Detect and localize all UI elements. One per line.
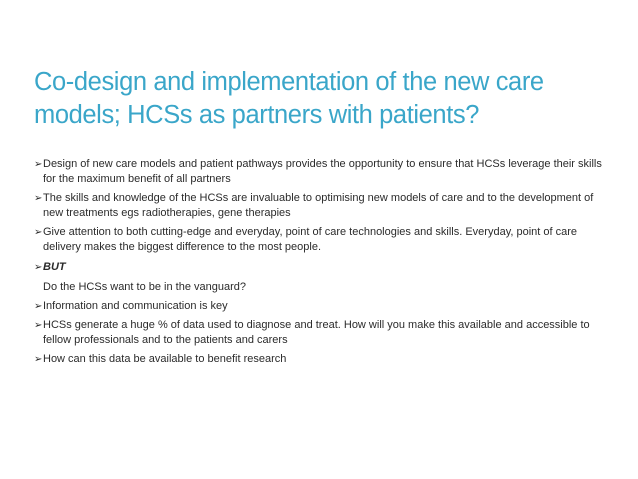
bullet-text: HCSs generate a huge % of data used to diagnose and treat. How will you make this available and accessible to fellow professionals and to the patients and carers bbox=[43, 319, 590, 346]
bullet-item bbox=[34, 225, 604, 255]
arrow-bullet-icon: ➢ bbox=[34, 193, 43, 204]
arrow-bullet-icon: ➢ bbox=[34, 159, 43, 170]
slide-title: Co-design and implementation of the new care models; HCSs as partners with patients? bbox=[34, 68, 544, 129]
arrow-bullet-icon: ➢ bbox=[34, 227, 43, 238]
arrow-bullet-icon: ➢ bbox=[34, 301, 43, 312]
arrow-bullet-icon: ➢ bbox=[34, 262, 43, 273]
sub-line-text: Do the HCSs want to be in the vanguard? bbox=[43, 281, 247, 293]
bullet-item bbox=[34, 352, 604, 367]
bullet-item bbox=[34, 260, 604, 275]
sub-line bbox=[34, 280, 604, 295]
bullet-item bbox=[34, 157, 604, 187]
bullet-text-emphasis: BUT bbox=[43, 261, 66, 273]
bullet-text: Give attention to both cutting-edge and everyday, point of care technologies and skills. Everyday, point of care delivery makes the biggest difference to the most people. bbox=[43, 226, 578, 253]
bullet-list bbox=[34, 157, 604, 367]
bullet-text: How can this data be available to benefit research bbox=[43, 353, 287, 365]
bullet-item bbox=[34, 299, 604, 314]
bullet-text: Design of new care models and patient pathways provides the opportunity to ensure that HCSs leverage their skills for the maximum benefit of all partners bbox=[43, 158, 602, 185]
bullet-text: Information and communication is key bbox=[43, 300, 228, 312]
bullet-text: The skills and knowledge of the HCSs are invaluable to optimising new models of care and to the development of new treatments egs radiotherapies, gene therapies bbox=[43, 192, 594, 219]
arrow-bullet-icon: ➢ bbox=[34, 320, 43, 331]
bullet-item bbox=[34, 191, 604, 221]
bullet-item bbox=[34, 318, 604, 348]
arrow-bullet-icon: ➢ bbox=[34, 354, 43, 365]
